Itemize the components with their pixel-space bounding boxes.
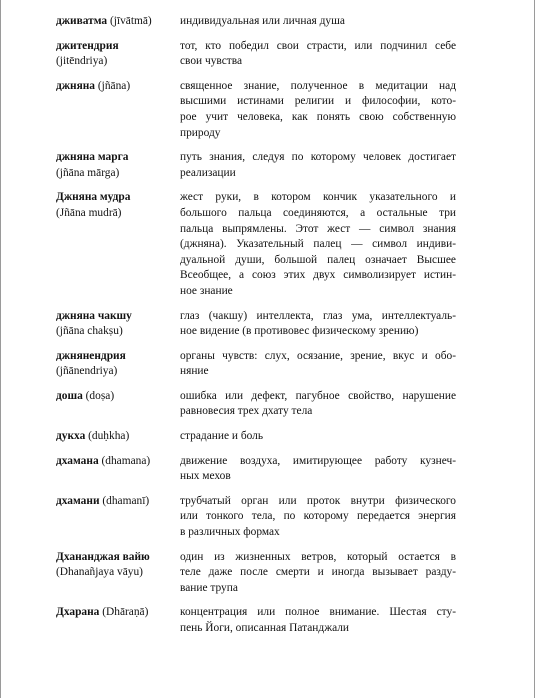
definition-line: священное знание, полученное в медитации над [180,79,456,92]
term-transliteration: (jñānendriya) [56,365,118,378]
definition-line: вание трупа [180,581,238,594]
definition-line: глаз (чакшу) интеллекта, глаз ума, интеллектуаль- [180,309,456,322]
term-transliteration: (dhamanī) [102,494,150,507]
definition-line: один из жизненных ветров, который остается в [180,550,456,563]
term-russian: джняна [56,79,96,92]
term-transliteration: (jitēndriya) [56,55,108,68]
definition-line: тот, кто победил свои страсти, или подчинил себе [180,39,456,52]
definition-line: ных мехов [180,470,231,483]
definition-line: путь знания, следуя по которому человек достигает [180,151,456,164]
glossary-definition [180,389,456,420]
glossary-definition [180,309,456,340]
glossary-definition [180,190,456,299]
glossary-definition [180,14,456,30]
glossary-term [56,454,180,485]
definition-line: дуальной души, большой палец означает Высшее [180,253,456,266]
glossary-definition [180,150,456,181]
glossary-term [56,14,180,30]
term-russian: джняна марга [56,151,129,164]
term-russian: джнянендрия [56,349,126,362]
term-russian: Дхананджая вайю [56,550,150,563]
definition-line: рое учит человека, как понять свою собственную [180,110,456,123]
term-russian: дживатма [56,15,108,27]
glossary-definition [180,79,456,141]
glossary-definition [180,454,456,485]
definition-line: ное знание [180,284,233,297]
definition-line: (джняна). Указательный палец — символ индиви- [180,238,456,251]
definition-line: природу [180,126,221,139]
definition-line: равновесия трех дхату тела [180,405,313,418]
glossary-term [56,389,180,420]
definition-line: пень Йоги, описанная Патанджали [180,622,350,634]
term-transliteration: (jñāna) [97,79,131,92]
definition-line: свои чувства [180,55,243,68]
term-russian: джитендрия [56,39,119,52]
glossary-definition [180,605,456,636]
glossary-entry [56,389,456,429]
definition-line: или тонкого тела, по которому передается энергия [180,510,456,523]
definition-line: страдание и боль [180,430,264,443]
term-russian: дхамани [56,494,100,507]
glossary-term [56,550,180,597]
glossary-entry [56,494,456,550]
definition-line: органы чувств: слух, осязание, зрение, вкус и обо- [180,349,456,362]
term-transliteration: (dhamana) [101,454,151,467]
glossary-entry [56,14,456,39]
glossary-entry [56,429,456,454]
glossary-term [56,494,180,541]
definition-line: жест руки, в котором кончик указательного и [180,191,456,204]
glossary-entry [56,190,456,308]
term-russian: Дхарана [56,606,100,619]
glossary-term [56,79,180,141]
glossary-entry [56,349,456,389]
definition-line: няние [180,365,209,378]
definition-line: большого пальца соединяются, а остальные три [180,206,456,219]
definition-line: реализации [180,166,236,179]
glossary-entry [56,454,456,494]
glossary-term [56,349,180,380]
definition-line: трубчатый орган или проток внутри физического [180,494,456,507]
term-russian: дукха [56,430,86,443]
definition-line: движение воздуха, имитирующее работу кузнеч- [180,454,456,467]
term-russian: доша [56,389,83,402]
definition-line: высшими истинами религии и философии, кото- [180,95,456,108]
term-transliteration: (jñāna chakṣu) [56,325,123,338]
definition-line: ошибка или дефект, пагубное свойство, нарушение [180,389,456,402]
definition-line: в различных формах [180,526,280,539]
glossary-definition [180,349,456,380]
glossary-term [56,429,180,445]
term-transliteration: (jñāna mārga) [56,166,120,179]
glossary-entry [56,550,456,606]
glossary-entry [56,39,456,79]
glossary-entry [56,150,456,190]
term-transliteration: (jīvātmā) [109,15,152,27]
glossary-definition [180,39,456,70]
definition-line: теле даже после смерти и иногда вызывает разду- [180,566,456,579]
glossary-definition [180,550,456,597]
term-russian: джняна чакшу [56,309,132,322]
glossary-entry [56,309,456,349]
definition-line: индивидуальная или личная душа [180,15,345,27]
definition-line: пальца выпрямлены. Этот жест — символ знания [180,222,456,235]
glossary-entry [56,79,456,150]
glossary-term [56,150,180,181]
term-transliteration: (duḥkha) [88,430,130,443]
definition-line: Всеобщее, а союз этих двух символизирует истин- [180,269,456,282]
glossary-term [56,605,180,636]
glossary-term [56,39,180,70]
term-transliteration: (Dhanañjaya vāyu) [56,566,143,579]
glossary-list [56,14,456,646]
definition-line: ное видение (в противовес физическому зрению) [180,325,419,338]
term-russian: дхамана [56,454,99,467]
term-transliteration: (doṣa) [85,389,115,402]
glossary-term [56,190,180,299]
term-transliteration: (Jñāna mudrā) [56,206,122,219]
term-transliteration: (Dhāraṇā) [102,606,149,619]
glossary-definition [180,494,456,541]
definition-line: концентрация или полное внимание. Шестая сту- [180,606,456,619]
glossary-definition [180,429,456,445]
glossary-term [56,309,180,340]
glossary-entry [56,605,456,645]
term-russian: Джняна мудра [56,191,131,204]
